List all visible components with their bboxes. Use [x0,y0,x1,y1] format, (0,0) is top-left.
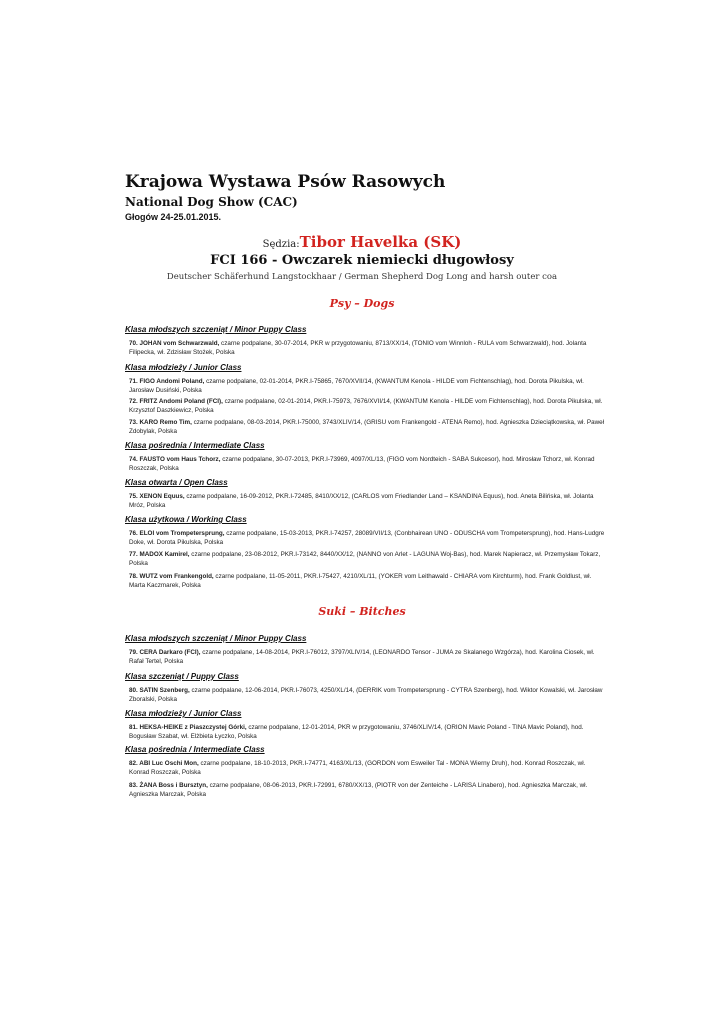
entry-details: czarne podpalane, 12-01-2014, PKR w przygotowaniu, 3746/XLIV/14, (ORION Mavic Poland - TINA Mavic Poland), hod. Bogusław Szabat, wł. Elżbieta Łyczko, Polska [129,724,584,740]
entry [129,456,605,473]
class-heading: Klasa młodzieży / Junior Class [125,363,242,372]
dogs-heading: Psy – Dogs [329,297,395,310]
entry-name: 79. CERA Darkaro (FCI), [129,649,201,656]
class-heading: Klasa otwarta / Open Class [125,478,228,487]
entry [129,782,605,799]
entry [129,530,605,547]
entry-name: 70. JOHAN vom Schwarzwald, [129,340,220,347]
entry-name: 83. ŻANA Boss i Bursztyn, [129,782,208,789]
class-heading: Klasa użytkowa / Working Class [125,515,247,524]
class-heading: Klasa młodszych szczeniąt / Minor Puppy Class [125,325,307,334]
class-heading: Klasa pośrednia / Intermediate Class [125,441,265,450]
show-title: Krajowa Wystawa Psów Rasowych [125,172,446,192]
judge-name: Tibor Havelka (SK) [299,233,462,251]
entry-details: czarne podpalane, 08-03-2014, PKR.I-75000, 3743/XLIV/14, (GRISU vom Frankengold - ATENA Remo), hod. Agnieszka Dzieciątkowska, wł. Paweł Zdobylak, Polska [129,419,605,435]
judge-line [0,233,724,252]
entry-name: 82. ABI Luc Oschi Mon, [129,760,199,767]
entry-name: 72. FRITZ Andomi Poland (FCI), [129,398,223,405]
class-heading: Klasa pośrednia / Intermediate Class [125,745,265,754]
breed-subtitle: Deutscher Schäferhund Langstockhaar / German Shepherd Dog Long and harsh outer coa [166,272,558,282]
entry-details: czarne podpalane, 18-10-2013, PKR.I-74771, 4163/XL/13, (GORDON vom Esweiler Tal - MONA Wierny Druh), hod. Konrad Roszczak, wł. Konrad Roszczak, Polska [129,760,586,776]
entry-details: czarne podpalane, 12-06-2014, PKR.I-76073, 4250/XL/14, (DERRIK vom Trompetersprung - CYTRA Szenberg), hod. Wiktor Kowalski, wł. Jarosław Zboralski, Polska [129,687,603,703]
entry-details: czarne podpalane, 02-01-2014, PKR.I-75973, 7676/XVII/14, (KWANTUM Kenola - HILDE vom Fichtenschlag), hod. Dorota Pikulska, wł. Krzysztof Daszkiewicz, Polska [129,398,603,414]
class-heading: Klasa szczeniąt / Puppy Class [125,672,239,681]
entry [129,573,605,590]
entry-name: 73. KARO Remo Tim, [129,419,192,426]
class-heading: Klasa młodzieży / Junior Class [125,709,242,718]
class-heading: Klasa młodszych szczeniąt / Minor Puppy Class [125,634,307,643]
entry-details: czarne podpalane, 16-09-2012, PKR.I-72485, 8410/XX/12, (CARLOS vom Friedlander Land – KSANDINA Equus), hod. Aneta Bilińska, wł. Jolanta Mróz, Polska [129,493,594,509]
entry-name: 78. WUTZ vom Frankengold, [129,573,214,580]
breed-title: FCI 166 - Owczarek niemiecki długowłosy [210,253,514,268]
entry-details: czarne podpalane, 30-07-2013, PKR.I-73969, 4097/XL/13, (FIGO vom Nordteich - SABA Sukcesor), hod. Mirosław Tchorz, wł. Konrad Roszczak, Polska [129,456,595,472]
entry-details: czarne podpalane, 30-07-2014, PKR w przygotowaniu, 8713/XX/14, (TONIO vom Winnloh - RULA vom Schwarzwald), hod. Jolanta Filipecka, wł. Zdzisław Stożek, Polska [129,340,587,356]
entry [129,378,605,395]
bitches-heading: Suki – Bitches [318,605,406,618]
entry [129,398,605,415]
entry [129,340,605,357]
entry [129,687,605,704]
entry-details: czarne podpalane, 02-01-2014, PKR.I-75865, 7670/XVII/14, (KWANTUM Kenola - HILDE vom Fichtenschlag), hod. Dorota Pikulska, wł. Jarosław Dusiński, Polska [129,378,584,394]
show-subtitle: National Dog Show (CAC) [125,195,298,209]
entry-name: 81. HEKSA-HEIKE z Piaszczystej Górki, [129,724,247,731]
entry-name: 76. ELOI vom Trompetersprung, [129,530,225,537]
judge-prefix: Sędzia: [262,239,300,250]
entry-name: 75. XENON Equus, [129,493,185,500]
entry-details: czarne podpalane, 15-03-2013, PKR.I-74257, 28089/VII/13, (Conbhairean UNO - ODUSCHA vom Trompetersprung), hod. Hans-Ludgre Doke, wł. Dorota Pikulska, Polska [129,530,605,546]
entry-name: 77. MADOX Kamirel, [129,551,190,558]
entry-name: 74. FAUSTO vom Haus Tchorz, [129,456,221,463]
entry [129,760,605,777]
entry [129,419,605,436]
entry-details: czarne podpalane, 23-08-2012, PKR.I-73142, 8440/XX/12, (NANNO von Arlet - LAGUNA Woj-Bas), hod. Marek Napieracz, wł. Przemysław Tokarz, Polska [129,551,601,567]
entry-name: 80. SATIN Szenberg, [129,687,190,694]
entry-details: czarne podpalane, 11-05-2011, PKR.I-75427, 4210/XL/11, (YOKER vom Leithawald - CHIARA vom Kirchturm), hod. Frank Goldlust, wł. Marta Kaczmarek, Polska [129,573,592,589]
entry-details: czarne podpalane, 08-06-2013, PKR.I-72991, 6780/XX/13, (PIOTR von der Zenteiche - LARISA Linabero), hod. Agnieszka Marczak, wł. Agnieszka Marczak, Polska [129,782,588,798]
entry [129,493,605,510]
entry-name: 71. FIGO Andomi Poland, [129,378,205,385]
entry [129,724,605,741]
entry [129,649,605,666]
show-date: Głogów 24-25.01.2015. [125,212,222,222]
entry-details: czarne podpalane, 14-08-2014, PKR.I-76012, 3797/XLIV/14, (LEONARDO Tensor - JUMA ze Skalanego Wzgórza), hod. Karolina Ciosek, wł. Rafał Tertel, Polska [129,649,595,665]
entry [129,551,605,568]
